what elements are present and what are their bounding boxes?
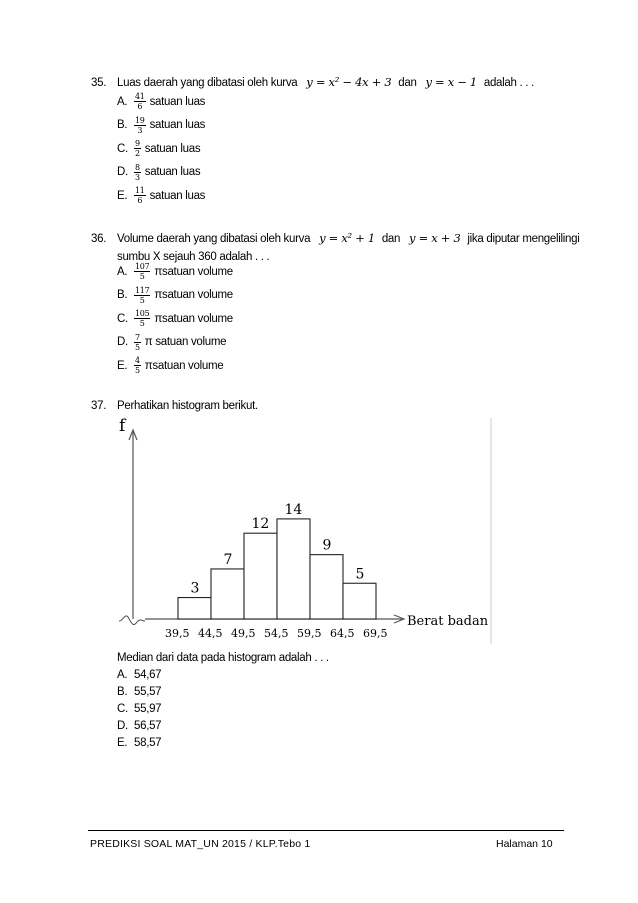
option-letter: B. [117,119,128,131]
histogram-bar [244,533,277,619]
fraction-denominator: 6 [137,102,143,111]
curve-equation: y = x² − 4x + 3 [306,75,392,89]
histogram-bars [178,519,376,619]
option-fraction [134,186,146,205]
option-value: 54,67 [134,669,162,681]
bar-value-label: 5 [355,566,365,583]
fraction-denominator: 3 [135,172,140,182]
option-letter: A. [117,95,128,108]
fraction-denominator: 3 [137,125,143,135]
answer-option [117,116,205,135]
footer-divider [88,830,564,831]
question-text-part: dan [381,233,401,245]
answer-option [117,139,200,158]
option-suffix: πsatuan volume [154,312,233,325]
footer-left-text: PREDIKSI SOAL MAT_UN 2015 / KLP.Tebo 1 [90,838,311,850]
question-number: 36. [91,233,107,245]
answer-option [117,309,233,328]
option-letter: C. [117,703,128,715]
axis-break [119,616,145,625]
y-axis-label: f [119,416,126,436]
option-letter: D. [117,720,128,732]
x-tick-label: 54,5 [264,627,289,640]
fraction-denominator: 2 [135,149,140,158]
option-letter: E. [117,189,128,202]
option-letter: A. [117,669,128,681]
option-fraction [134,92,146,111]
option-letter: D. [117,166,128,178]
fraction-numerator: 8 [135,162,140,172]
histogram-bar [310,555,343,619]
question-text: Perhatikan histogram berikut. [117,400,258,412]
option-value: 58,57 [134,737,162,749]
option-fraction [134,356,141,375]
histogram-bar [211,569,244,619]
option-value: 56,57 [134,720,162,732]
fraction-numerator: 4 [135,356,140,365]
fraction-numerator: 105 [135,309,150,318]
footer-page-number: Halaman 10 [496,838,553,850]
question-text [117,231,579,245]
option-suffix: satuan luas [144,166,201,178]
question-text-part: jika diputar mengelilingi [467,233,580,245]
option-value: 55,57 [134,686,162,698]
option-letter: E. [117,737,128,749]
option-letter: B. [117,289,128,301]
question-number: 37. [91,400,107,412]
question-text-part: adalah . . . [483,77,534,89]
option-suffix: satuan luas [149,119,206,131]
answer-option [117,703,161,715]
answer-option [117,286,233,305]
option-fraction [134,262,150,281]
x-tick-label: 64,5 [330,627,355,640]
bar-value-label: 7 [223,551,233,568]
question-text-part: dan [398,77,417,89]
curve-equation: y = x + 3 [409,231,461,245]
histogram-bar [178,598,211,619]
bar-value-label: 9 [322,537,332,554]
option-fraction [134,333,141,352]
x-tick-label: 49,5 [231,627,256,640]
fraction-denominator: 6 [137,196,143,205]
option-suffix: π satuan volume [144,336,227,348]
option-suffix: πsatuan volume [144,359,224,372]
answer-option [117,356,223,375]
option-fraction [134,139,141,158]
answer-option [117,669,161,681]
x-tick-label: 39,5 [165,627,190,640]
option-fraction [134,286,150,305]
x-axis-label: Berat badan [407,614,489,629]
option-letter: C. [117,142,128,155]
option-suffix: satuan luas [149,189,206,202]
question-subtext: Median dari data pada histogram adalah . . . [117,652,329,664]
answer-option [117,686,161,698]
x-tick-label: 44,5 [198,627,223,640]
fraction-numerator: 9 [135,139,140,148]
fraction-numerator: 117 [135,285,150,295]
option-letter: E. [117,359,128,372]
fraction-denominator: 5 [135,342,140,352]
fraction-denominator: 5 [139,319,145,328]
option-suffix: satuan luas [144,142,201,155]
option-fraction [134,116,146,135]
answer-option [117,737,161,749]
x-tick-label: 59,5 [297,627,322,640]
fraction-denominator: 5 [135,366,140,375]
question-text-part: Volume daerah yang dibatasi oleh kurva [117,233,311,245]
option-value: 55,97 [134,703,162,715]
answer-option [117,163,200,182]
option-letter: D. [117,336,128,348]
bar-value-label: 3 [190,580,200,597]
answer-option [117,333,226,352]
curve-equation: y = x² + 1 [319,231,375,245]
question-text-part: Luas daerah yang dibatasi oleh kurva [117,77,298,89]
bar-value-label: 12 [251,516,270,533]
fraction-numerator: 107 [135,262,150,271]
option-letter: A. [117,265,128,278]
histogram-bar [277,519,310,619]
answer-option [117,92,205,111]
fraction-numerator: 7 [135,332,140,342]
option-suffix: πsatuan volume [154,265,233,278]
option-fraction [134,309,150,328]
answer-option [117,262,233,281]
fraction-numerator: 41 [135,92,145,101]
option-letter: B. [117,686,128,698]
fraction-numerator: 19 [135,115,145,125]
option-suffix: πsatuan volume [154,289,233,301]
question-text [117,75,534,89]
answer-option [117,720,161,732]
curve-equation: y = x − 1 [425,75,477,89]
option-suffix: satuan luas [149,95,206,108]
fraction-denominator: 5 [139,295,145,305]
answer-option [117,186,205,205]
histogram-bar [343,583,376,619]
fraction-denominator: 5 [139,272,145,281]
x-tick-label: 69,5 [363,627,388,640]
bar-value-label: 14 [284,501,303,518]
fraction-numerator: 11 [135,186,145,195]
question-number: 35. [91,77,107,89]
option-fraction [134,163,141,182]
histogram-chart [117,416,492,646]
question-text-line2: sumbu X sejauh 360 adalah . . . [117,251,270,263]
option-letter: C. [117,312,128,325]
